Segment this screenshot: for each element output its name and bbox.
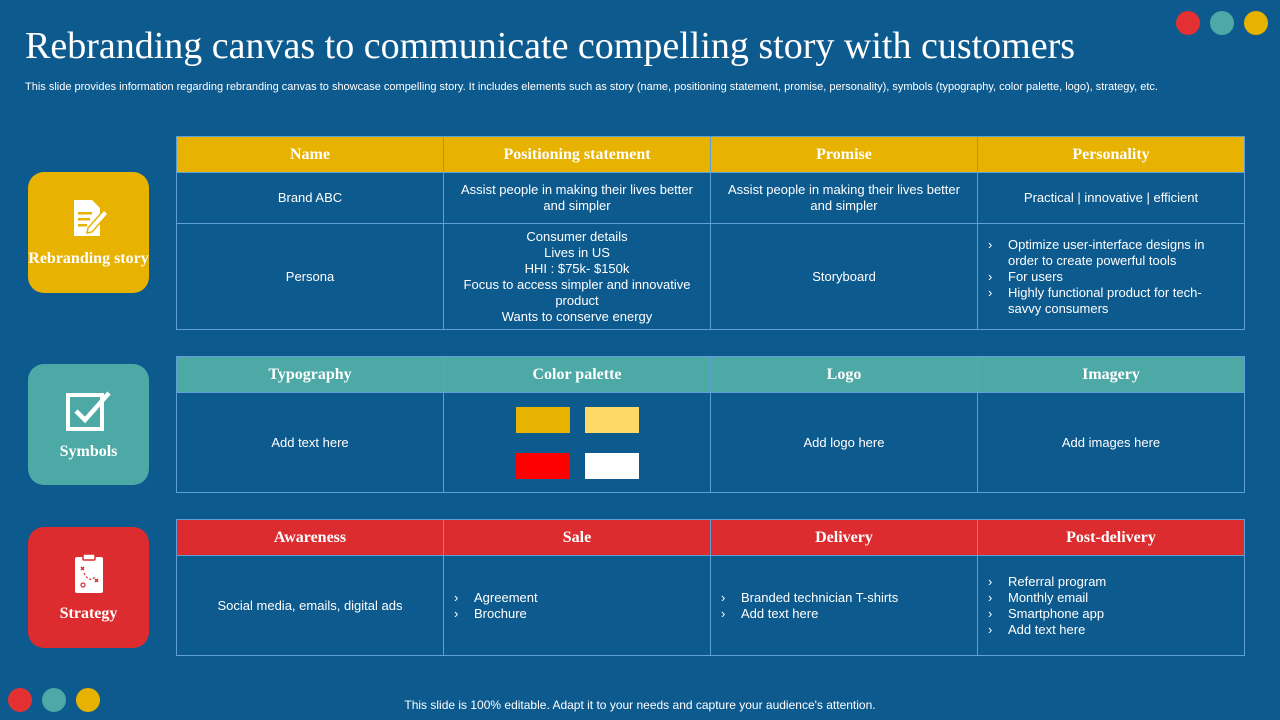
symbols-card bbox=[28, 364, 149, 485]
delivery-cell bbox=[711, 556, 978, 656]
list-item: › Add text here bbox=[988, 622, 1234, 638]
color-swatches bbox=[454, 407, 700, 479]
page-title: Rebranding canvas to communicate compelling story with customers bbox=[25, 25, 1076, 67]
list-item: › Optimize user-interface designs in order to create powerful tools bbox=[988, 237, 1234, 269]
header-delivery: Delivery bbox=[711, 520, 978, 556]
list-item: › Agreement bbox=[454, 590, 700, 606]
page-subtitle: This slide provides information regarding rebranding canvas to showcase compelling story. It includes elements such as story (name, positioning statement, promise, personality), symbols (typography, color palette, logo), strategy, etc. bbox=[25, 81, 1158, 93]
symbols-table bbox=[176, 356, 1245, 493]
table-row bbox=[177, 173, 1245, 224]
sale-cell bbox=[444, 556, 711, 656]
persona-promise-cell: Storyboard bbox=[711, 224, 978, 330]
edit-document-icon bbox=[68, 198, 110, 245]
table-header-row bbox=[177, 357, 1245, 393]
rebranding-story-card bbox=[28, 172, 149, 293]
color-swatch-white bbox=[585, 453, 639, 479]
color-swatch-light-yellow bbox=[585, 407, 639, 433]
persona-name-cell: Persona bbox=[177, 224, 444, 330]
header-promise: Promise bbox=[711, 137, 978, 173]
header-typography: Typography bbox=[177, 357, 444, 393]
header-personality: Personality bbox=[978, 137, 1245, 173]
header-positioning-statement: Positioning statement bbox=[444, 137, 711, 173]
post-delivery-list bbox=[988, 574, 1234, 638]
persona-positioning-cell bbox=[444, 224, 711, 330]
personality-list bbox=[988, 237, 1234, 317]
header-awareness: Awareness bbox=[177, 520, 444, 556]
strategy-label: Strategy bbox=[59, 604, 118, 622]
header-color-palette: Color palette bbox=[444, 357, 711, 393]
typography-cell: Add text here bbox=[177, 393, 444, 493]
color-swatch-red bbox=[516, 453, 570, 479]
teal-dot bbox=[1210, 11, 1234, 35]
persona-detail-line: Consumer details bbox=[526, 228, 628, 244]
list-item: › Branded technician T-shirts bbox=[721, 590, 967, 606]
imagery-cell: Add images here bbox=[978, 393, 1245, 493]
delivery-list bbox=[721, 590, 967, 622]
brand-personality-cell: Practical | innovative | efficient bbox=[978, 173, 1245, 224]
list-item: › Highly functional product for tech-savvy consumers bbox=[988, 285, 1234, 317]
clipboard-plan-icon bbox=[73, 553, 105, 600]
header-post-delivery: Post-delivery bbox=[978, 520, 1245, 556]
header-sale: Sale bbox=[444, 520, 711, 556]
brand-promise-cell: Assist people in making their lives better and simpler bbox=[711, 173, 978, 224]
header-imagery: Imagery bbox=[978, 357, 1245, 393]
sale-list bbox=[454, 590, 700, 622]
decor-dots-top bbox=[1176, 11, 1268, 35]
list-item: › Smartphone app bbox=[988, 606, 1234, 622]
persona-detail-line: HHI : $75k- $150k bbox=[524, 260, 630, 276]
persona-detail-line: Focus to access simpler and innovative product bbox=[463, 276, 691, 308]
persona-detail-line: Wants to conserve energy bbox=[501, 308, 653, 324]
header-logo: Logo bbox=[711, 357, 978, 393]
awareness-cell: Social media, emails, digital ads bbox=[177, 556, 444, 656]
logo-cell: Add logo here bbox=[711, 393, 978, 493]
persona-detail-line: Lives in US bbox=[544, 244, 610, 260]
color-swatch-dark-yellow bbox=[516, 407, 570, 433]
brand-positioning-cell: Assist people in making their lives better and simpler bbox=[444, 173, 711, 224]
table-row bbox=[177, 393, 1245, 493]
strategy-card bbox=[28, 527, 149, 648]
strategy-table bbox=[176, 519, 1245, 656]
list-item: › Brochure bbox=[454, 606, 700, 622]
red-dot bbox=[1176, 11, 1200, 35]
rebranding-story-label: Rebranding story bbox=[28, 249, 149, 267]
header-name: Name bbox=[177, 137, 444, 173]
list-item: › Referral program bbox=[988, 574, 1234, 590]
symbols-label: Symbols bbox=[59, 442, 118, 460]
checkbox-icon bbox=[65, 389, 113, 438]
list-item: › Monthly email bbox=[988, 590, 1234, 606]
color-palette-cell bbox=[444, 393, 711, 493]
table-header-row bbox=[177, 520, 1245, 556]
table-row bbox=[177, 224, 1245, 330]
table-row bbox=[177, 556, 1245, 656]
list-item: › Add text here bbox=[721, 606, 967, 622]
list-item: › For users bbox=[988, 269, 1234, 285]
persona-personality-cell bbox=[978, 224, 1245, 330]
story-table bbox=[176, 136, 1245, 330]
table-header-row bbox=[177, 137, 1245, 173]
post-delivery-cell bbox=[978, 556, 1245, 656]
brand-name-cell: Brand ABC bbox=[177, 173, 444, 224]
footer-note: This slide is 100% editable. Adapt it to your needs and capture your audience's attention. bbox=[404, 698, 876, 712]
yellow-dot bbox=[1244, 11, 1268, 35]
